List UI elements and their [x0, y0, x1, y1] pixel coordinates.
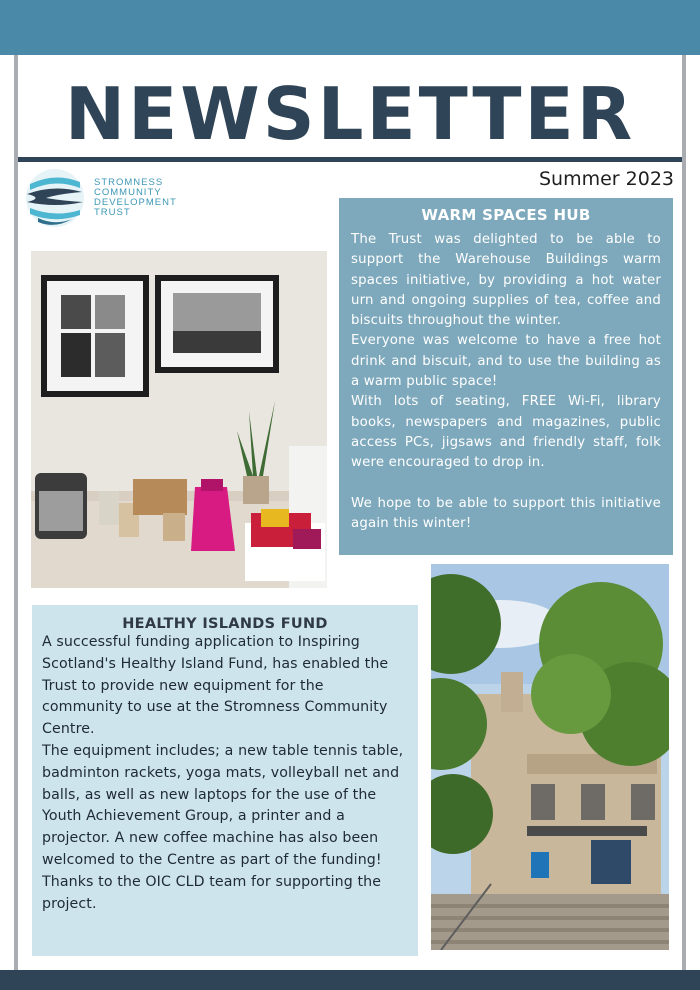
warm-spaces-paragraph: With lots of seating, FREE Wi-Fi, library books, newspapers and magazines, public access PCs, jigsaws and friendly staff, folk were encouraged to drop in. [351, 394, 661, 471]
top-band [0, 0, 700, 55]
logo-line: STROMNESS [94, 177, 164, 188]
healthy-islands-paragraph: Thanks to the OIC CLD team for supporting the project. [42, 873, 382, 912]
left-border [14, 55, 18, 970]
healthy-islands-paragraph: A successful funding application to Inspiring Scotland's Healthy Island Fund, has enabled the Trust to provide new equipment for the community to use at the Stromness Community Centre. [42, 634, 389, 738]
logo-line: DEVELOPMENT [94, 197, 177, 208]
healthy-islands-heading: HEALTHY ISLANDS FUND [122, 616, 328, 632]
newsletter-title: NEWSLETTER [64, 72, 636, 156]
wave-s-logo-icon [24, 168, 86, 228]
photo-community-centre [431, 564, 669, 950]
title-divider [18, 157, 682, 162]
healthy-islands-section [32, 605, 418, 956]
right-border [682, 55, 686, 970]
logo-line: TRUST [94, 207, 131, 218]
warm-spaces-paragraph: The Trust was delighted to be able to support the Warehouse Buildings warm spaces initiative, by providing a hot water urn and ongoing supplies of tea, coffee and biscuits throughout the winter. [351, 232, 661, 329]
trust-logo [24, 168, 204, 228]
healthy-islands-paragraph: The equipment includes; a new table tennis table, badminton rackets, yoga mats, volleyball net and balls, as well as new laptops for the use of the Youth Achievement Group, a printer and a projector. A new coffee machine has also been welcomed to the Centre as part of the funding! [42, 742, 404, 868]
issue-date: Summer 2023 [538, 168, 674, 190]
warm-spaces-paragraph: Everyone was welcome to have a free hot drink and biscuit, and to use the building as a warm public space! [351, 333, 661, 390]
logo-line: COMMUNITY [94, 187, 162, 198]
photo-refreshment-table [31, 251, 327, 588]
warm-spaces-paragraph: We hope to be able to support this initiative again this winter! [351, 495, 661, 531]
warm-spaces-heading: WARM SPACES HUB [421, 206, 591, 224]
logo-wordmark [94, 178, 177, 218]
warm-spaces-section [339, 198, 673, 555]
bottom-band [0, 970, 700, 990]
